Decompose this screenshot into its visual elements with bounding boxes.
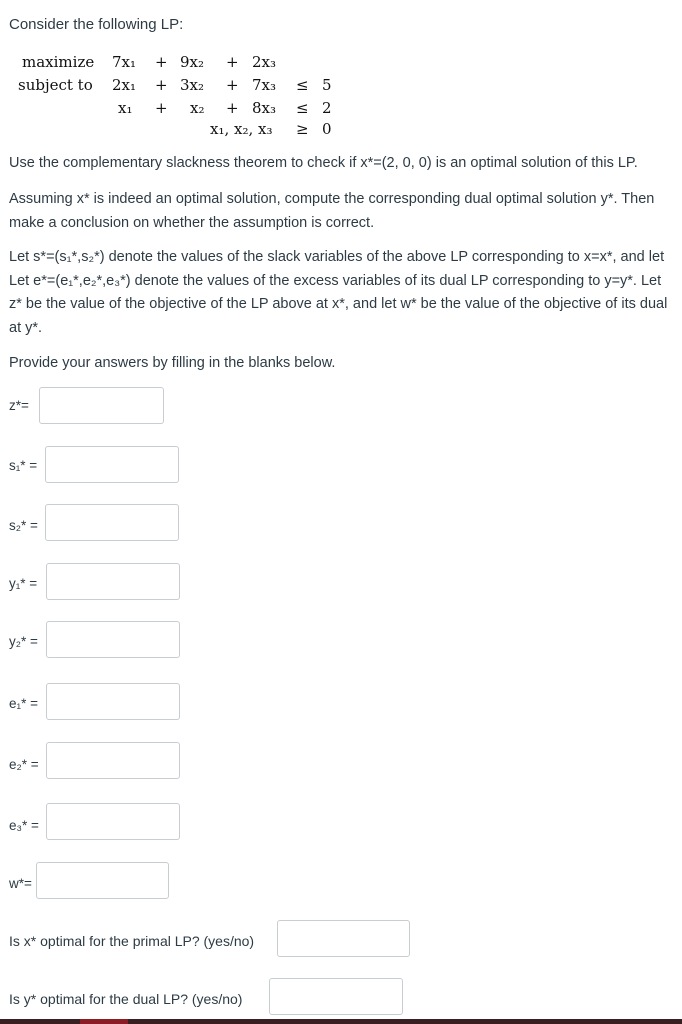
lp-term: 8x₃	[252, 99, 277, 117]
primal-optimal-question: Is x* optimal for the primal LP? (yes/no)	[9, 933, 255, 949]
lp-term: x₁	[118, 99, 133, 117]
lp-operator: +	[226, 76, 239, 94]
footer-bar	[0, 1019, 682, 1024]
lp-operator: +	[155, 99, 168, 117]
s2-label: s₂* =	[9, 518, 38, 533]
lp-operator: +	[155, 53, 168, 71]
lp-term: 2x₁	[112, 76, 137, 94]
s2-input[interactable]	[45, 504, 179, 541]
w-label: w*=	[9, 876, 32, 891]
y2-label: y₂* =	[9, 634, 38, 649]
y1-label: y₁* =	[9, 576, 38, 591]
footer-accent-segment	[80, 1019, 128, 1024]
s1-label: s₁* =	[9, 458, 38, 473]
lp-term: 7x₁	[112, 53, 137, 71]
lp-term: 2x₃	[252, 53, 277, 71]
lp-subject-to-word: subject to	[18, 76, 93, 94]
e2-input[interactable]	[46, 742, 180, 779]
y1-input[interactable]	[46, 563, 180, 600]
instruction-paragraph-2: Assuming x* is indeed an optimal solution, compute the corresponding dual optimal solution y*. Then make a conclusion on whether the assumption is correct.	[9, 191, 655, 231]
lp-rhs: 0	[322, 120, 332, 138]
dual-optimal-question: Is y* optimal for the dual LP? (yes/no)	[9, 991, 243, 1007]
lp-maximize-word: maximize	[22, 53, 95, 71]
lp-rhs: 5	[322, 76, 332, 94]
lp-term: 7x₃	[252, 76, 277, 94]
lp-term: x₂	[190, 99, 205, 117]
primal-optimal-input[interactable]	[277, 920, 410, 957]
e3-label: e₃* =	[9, 818, 39, 833]
e3-input[interactable]	[46, 803, 180, 840]
w-input[interactable]	[36, 862, 169, 899]
e1-input[interactable]	[46, 683, 180, 720]
y2-input[interactable]	[46, 621, 180, 658]
lp-relation: ≤	[296, 99, 309, 117]
instruction-paragraph-1: Use the complementary slackness theorem to check if x*=(2, 0, 0) is an optimal solution of this LP.	[9, 155, 638, 171]
lp-relation: ≥	[296, 120, 309, 138]
s1-input[interactable]	[45, 446, 179, 483]
dual-optimal-input[interactable]	[269, 978, 403, 1015]
lp-relation: ≤	[296, 76, 309, 94]
lp-term: 3x₂	[180, 76, 205, 94]
z-input[interactable]	[39, 387, 164, 424]
e1-label: e₁* =	[9, 696, 38, 711]
e2-label: e₂* =	[9, 757, 39, 772]
lp-operator: +	[155, 76, 168, 94]
lp-formulation	[0, 0, 682, 145]
instruction-paragraph-3: Let s*=(s₁*,s₂*) denote the values of the slack variables of the above LP corresponding to x=x*, and let Let e*=(e₁*,e₂*,e₃*) denote the values of the excess variables of its dual LP corresponding to y=y*. Let z* be the value of the objective of the LP above at x*, and let w* be the value of the objective of its dual at y*.	[9, 249, 668, 336]
lp-rhs: 2	[322, 99, 332, 117]
lp-operator: +	[226, 99, 239, 117]
instruction-paragraph-4: Provide your answers by filling in the blanks below.	[9, 355, 336, 371]
lp-nonnegativity-vars: x₁, x₂, x₃	[210, 120, 273, 138]
lp-operator: +	[226, 53, 239, 71]
lp-term: 9x₂	[180, 53, 205, 71]
z-label: z*=	[9, 398, 29, 413]
intro-text: Consider the following LP:	[9, 16, 184, 33]
